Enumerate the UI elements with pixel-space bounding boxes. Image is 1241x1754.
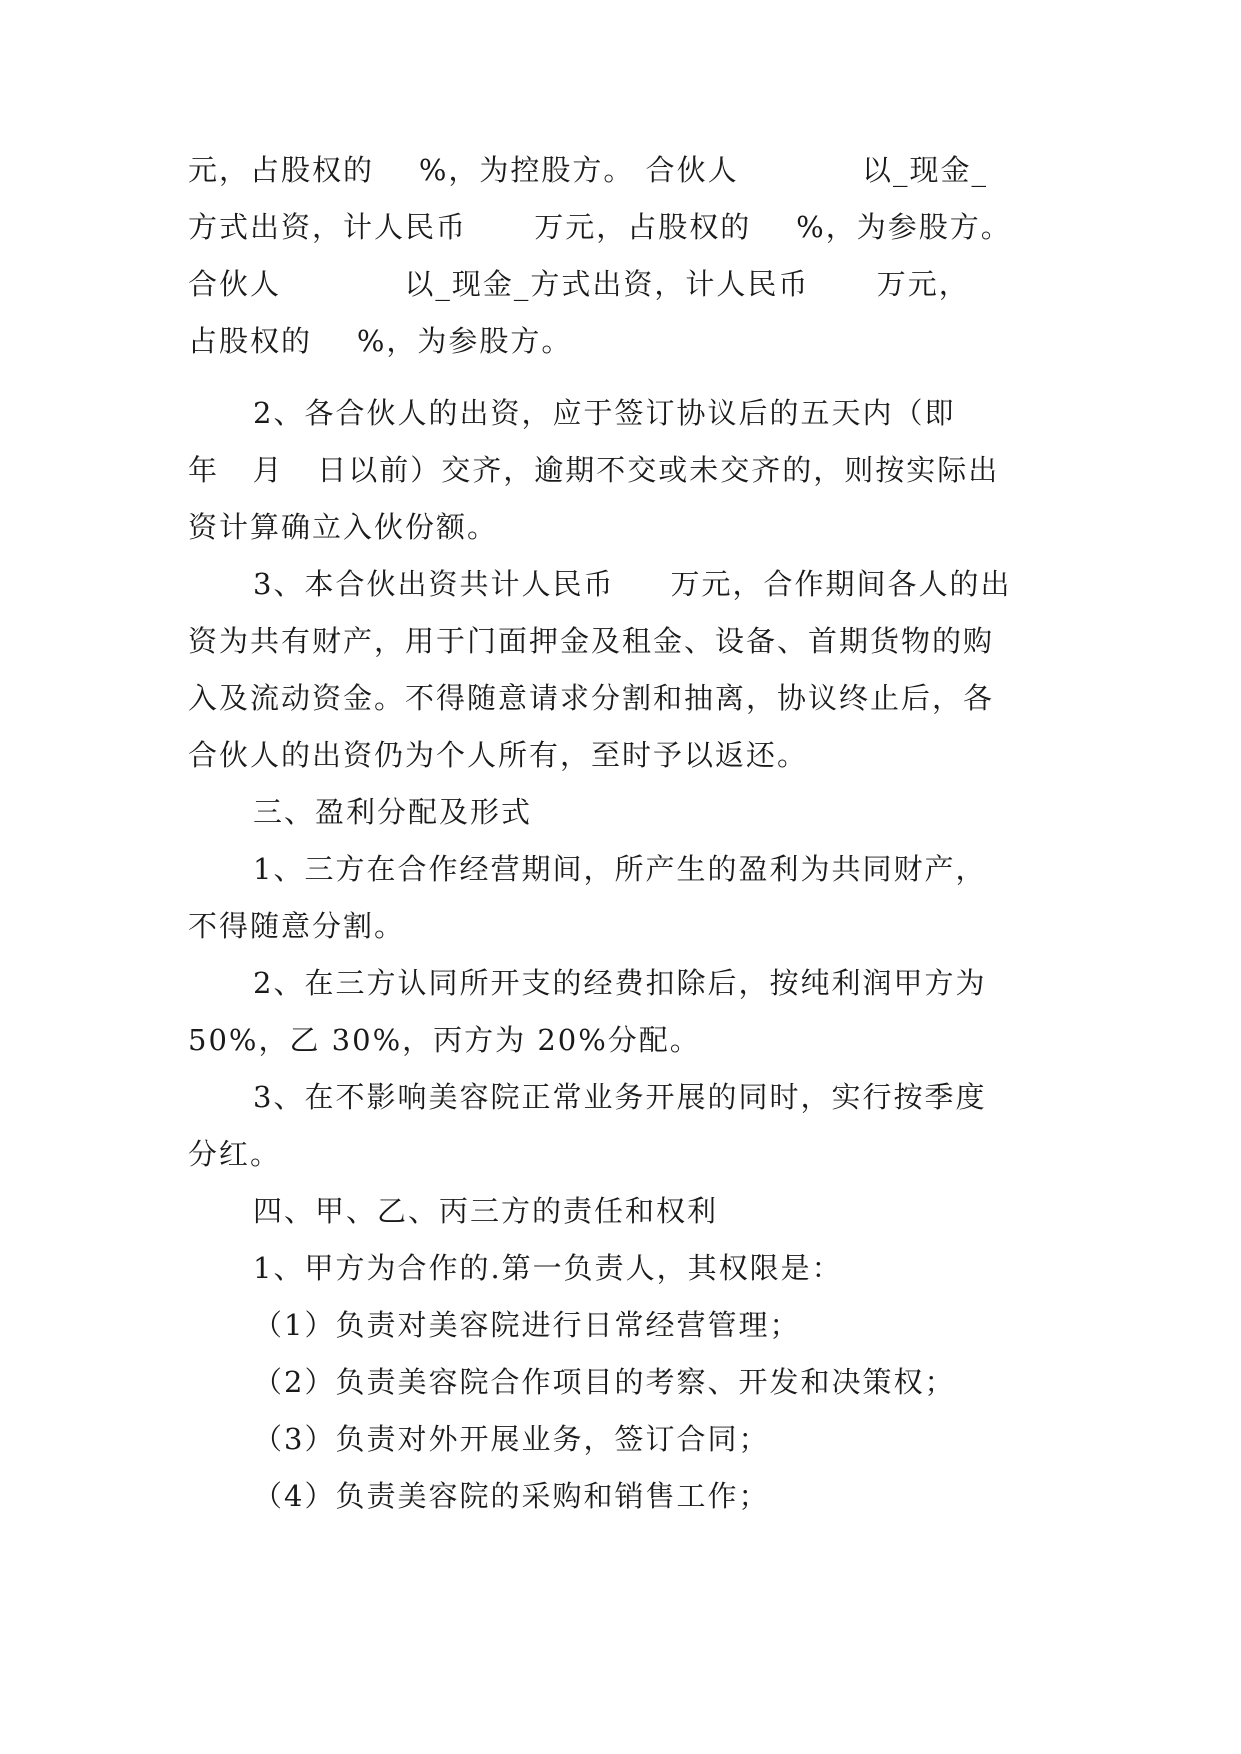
list-item: （2）负责美容院合作项目的考察、开发和决策权； xyxy=(253,1365,956,1399)
paragraph-line: 1、三方在合作经营期间，所产生的盈利为共同财产， xyxy=(253,852,987,886)
paragraph-line: 1、甲方为合作的.第一负责人，其权限是： xyxy=(253,1251,843,1285)
paragraph-line: 元，占股权的 %，为控股方。 合伙人 以_现金_ xyxy=(188,153,989,187)
paragraph-line: 分红。 xyxy=(188,1137,282,1171)
paragraph-line: 50%，乙 30%，丙方为 20%分配。 xyxy=(188,1023,701,1057)
paragraph-line: 合伙人 以_现金_方式出资，计人民币 万元， xyxy=(188,267,970,301)
section-heading: 四、甲、乙、丙三方的责任和权利 xyxy=(253,1194,719,1228)
paragraph-line: 资计算确立入伙份额。 xyxy=(188,510,499,544)
paragraph-line: 资为共有财产，用于门面押金及租金、设备、首期货物的购 xyxy=(188,624,995,658)
paragraph-line: 3、本合伙出资共计人民币 万元，合作期间各人的出 xyxy=(253,567,1012,601)
paragraph-line: 2、在三方认同所开支的经费扣除后，按纯利润甲方为 xyxy=(253,966,987,1000)
paragraph-line: 入及流动资金。不得随意请求分割和抽离，协议终止后，各 xyxy=(188,681,995,715)
paragraph-line: 方式出资，计人民币 万元，占股权的 %，为参股方。 xyxy=(188,210,1012,244)
list-item: （3）负责对外开展业务，签订合同； xyxy=(253,1422,770,1456)
paragraph-line: 年 月 日以前）交齐，逾期不交或未交齐的，则按实际出 xyxy=(188,453,1000,487)
paragraph-line: 3、在不影响美容院正常业务开展的同时，实行按季度 xyxy=(253,1080,987,1114)
paragraph-line: 占股权的 %，为参股方。 xyxy=(188,324,573,358)
paragraph-line: 不得随意分割。 xyxy=(188,909,406,943)
section-heading: 三、盈利分配及形式 xyxy=(253,795,533,829)
list-item: （4）负责美容院的采购和销售工作； xyxy=(253,1479,770,1513)
list-item: （1）负责对美容院进行日常经营管理； xyxy=(253,1308,801,1342)
paragraph-line: 2、各合伙人的出资，应于签订协议后的五天内（即 xyxy=(253,396,956,430)
paragraph-line: 合伙人的出资仍为个人所有，至时予以返还。 xyxy=(188,738,809,772)
